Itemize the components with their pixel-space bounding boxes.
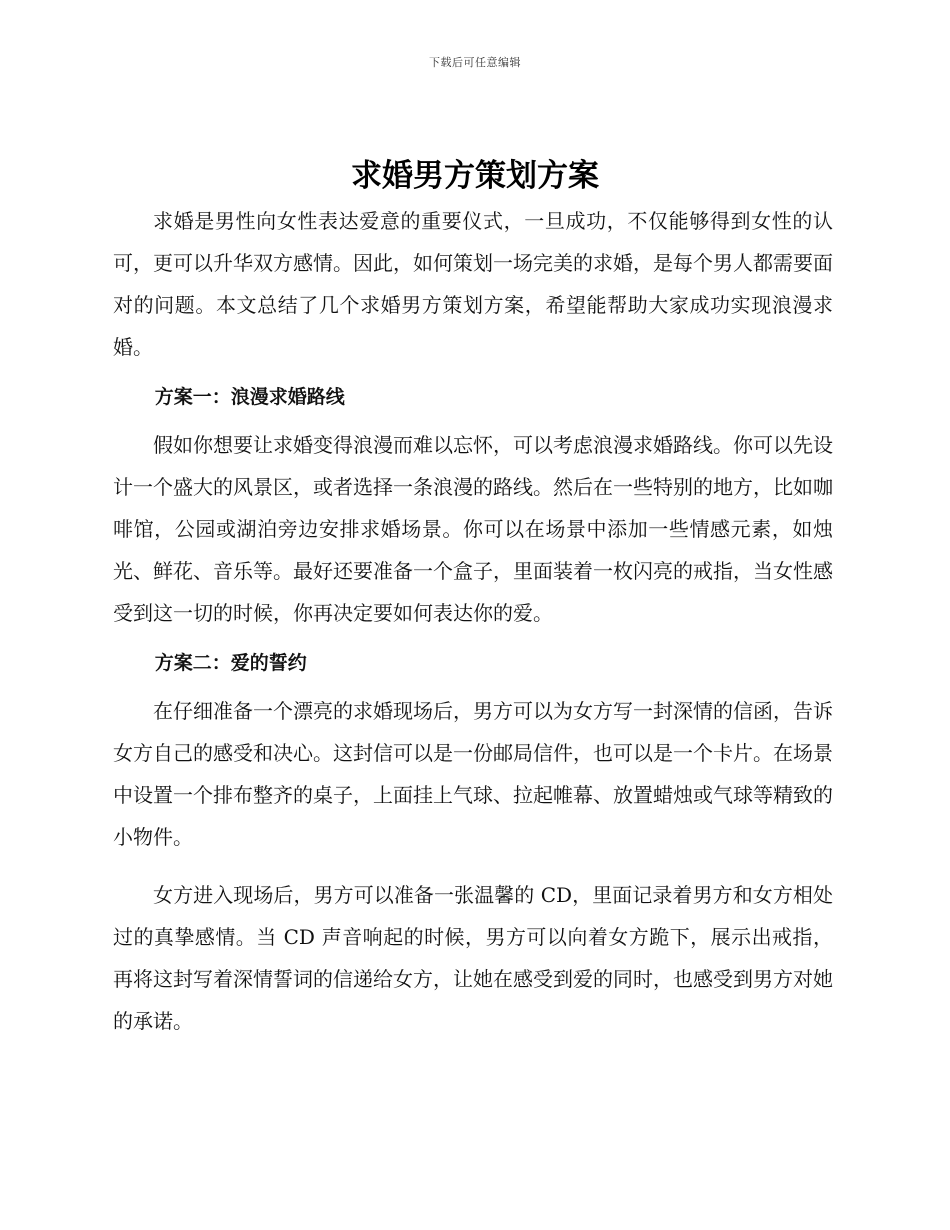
document-title: 求婚男方策划方案: [351, 158, 599, 194]
section-1-heading: 方案一：浪漫求婚路线: [154, 386, 345, 408]
section-2-paragraph-2: 女方进入现场后，男方可以准备一张温馨的 CD，里面记录着男方和女方相处过的真挚感情。当 CD 声音响起的时候，男方可以向着女方跪下，展示出戒指，再将这封写着深情誓词的信递给女方，让她在感受到爱的同时，也感受到男方对她的承诺。: [113, 883, 833, 1033]
section-1-paragraph-1: 假如你想要让求婚变得浪漫而难以忘怀，可以考虑浪漫求婚路线。你可以先设计一个盛大的风景区，或者选择一条浪漫的路线。然后在一些特别的地方，比如咖啡馆，公园或湖泊旁边安排求婚场景。你可以在场景中添加一些情感元素，如烛光、鲜花、音乐等。最好还要准备一个盒子，里面装着一枚闪亮的戒指，当女性感受到这一切的时候，你再决定要如何表达你的爱。: [113, 433, 833, 625]
section-2-heading: 方案二：爱的誓约: [154, 652, 307, 674]
intro-paragraph: 求婚是男性向女性表达爱意的重要仪式，一旦成功，不仅能够得到女性的认可，更可以升华双方感情。因此，如何策划一场完美的求婚，是每个男人都需要面对的问题。本文总结了几个求婚男方策划方案，希望能帮助大家成功实现浪漫求婚。: [113, 209, 833, 359]
paragraph-spacer: [113, 858, 833, 874]
page-header: 下载后可任意编辑: [429, 56, 521, 69]
section-2-paragraph-1: 在仔细准备一个漂亮的求婚现场后，男方可以为女方写一封深情的信函，告诉女方自己的感受和决心。这封信可以是一份邮局信件，也可以是一个卡片。在场景中设置一个排布整齐的桌子，上面挂上气球、拉起帷幕、放置蜡烛或气球等精致的小物件。: [113, 699, 833, 849]
document-body: [113, 200, 833, 1042]
